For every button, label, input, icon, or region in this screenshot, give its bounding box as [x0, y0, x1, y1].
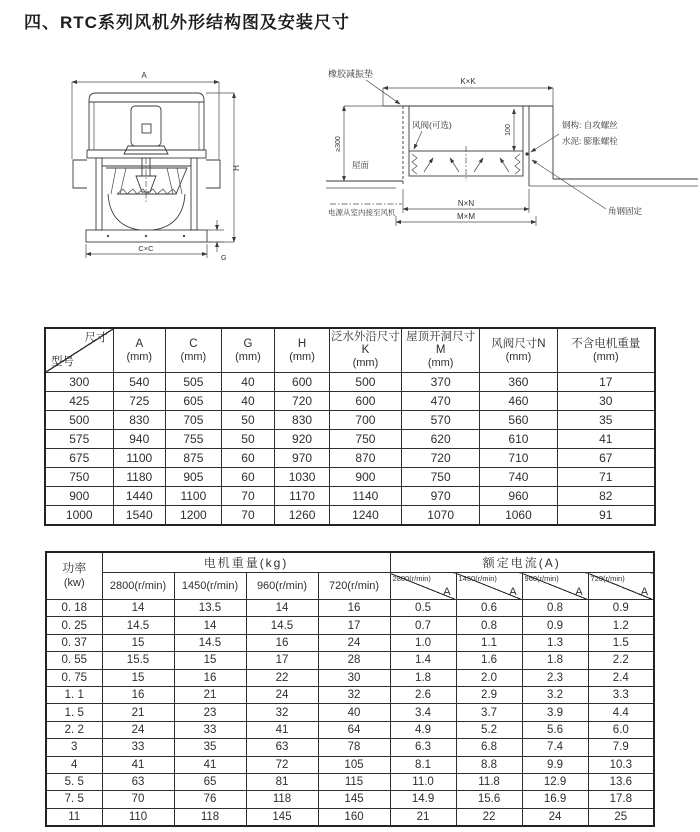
table-cell: 81: [246, 773, 318, 790]
table-row: [46, 808, 654, 825]
table-cell: 11.0: [390, 773, 456, 790]
table-cell: 0. 25: [46, 617, 102, 634]
table-cell: 7.9: [588, 739, 654, 756]
table-cell: 1. 1: [46, 686, 102, 703]
table-cell: 17.8: [588, 791, 654, 808]
speed-label: 2800(r/min): [392, 574, 431, 583]
table-cell: 4.4: [588, 704, 654, 721]
dim-label-nxn: N×N: [457, 199, 475, 208]
table-cell: 32: [246, 704, 318, 721]
column-unit: (mm): [592, 350, 619, 363]
table-cell: 1240: [329, 506, 401, 525]
table-cell: 1260: [275, 506, 330, 525]
table-cell: 5. 5: [46, 773, 102, 790]
table-row: [45, 487, 655, 506]
table-cell: 560: [480, 411, 557, 430]
table-cell: 3.3: [588, 686, 654, 703]
rubber-pad-label: 橡胶减振垫: [328, 69, 374, 79]
table-cell: 720: [402, 449, 480, 468]
table-cell: 830: [275, 411, 330, 430]
page-title: 四、RTC系列风机外形结构图及安装尺寸: [24, 13, 350, 32]
table-cell: 570: [402, 411, 480, 430]
weight-group-header: 电机重量(kg): [102, 552, 390, 573]
table-row: [45, 506, 655, 525]
table-cell: 1170: [275, 487, 330, 506]
column-name: 泛水外沿尺寸K: [330, 331, 400, 356]
table-cell: 940: [113, 430, 166, 449]
table-cell: 0.6: [456, 600, 522, 617]
table-cell: 4: [46, 756, 102, 773]
table-row: [45, 392, 655, 411]
table-cell: 960: [480, 487, 557, 506]
table-cell: 14.9: [390, 791, 456, 808]
table-cell: 700: [329, 411, 401, 430]
table-cell: 11.8: [456, 773, 522, 790]
table-cell: 905: [166, 468, 222, 487]
column-unit: (mm): [235, 350, 261, 363]
damper-label: 风阀(可选): [412, 120, 452, 130]
table-cell: 460: [480, 392, 557, 411]
table-row: [45, 430, 655, 449]
cement-fixing-label: 水泥: 膨胀螺栓: [562, 136, 618, 146]
weight-speed-header-720: 720(r/min): [318, 573, 390, 600]
table-cell: 920: [275, 430, 330, 449]
table-cell: 15: [102, 634, 174, 651]
table-cell: 15.6: [456, 791, 522, 808]
table-cell: 1140: [329, 487, 401, 506]
table-cell: 76: [174, 791, 246, 808]
table-cell: 750: [329, 430, 401, 449]
column-header-weight: [557, 328, 655, 373]
steel-fixing-label: 钢构: 自攻螺丝: [562, 120, 618, 130]
drawings-section: [0, 56, 700, 322]
speed-label: 1450(r/min): [458, 574, 497, 583]
header-row-speeds: [46, 573, 654, 600]
column-name: H: [297, 337, 307, 350]
table-cell: 14.5: [246, 617, 318, 634]
table-cell: 8.1: [390, 756, 456, 773]
installation-drawing: [326, 64, 698, 242]
table-cell: 0. 75: [46, 669, 102, 686]
table-cell: 21: [174, 686, 246, 703]
table-cell: 1.8: [390, 669, 456, 686]
table-cell: 470: [402, 392, 480, 411]
table-row: [46, 617, 654, 634]
table-cell: 13.6: [588, 773, 654, 790]
table-cell: 50: [221, 430, 275, 449]
column-name: G: [243, 337, 253, 350]
table-cell: 1.3: [522, 634, 588, 651]
table-cell: 118: [246, 791, 318, 808]
table-cell: 3.4: [390, 704, 456, 721]
amp-label: A: [640, 586, 649, 598]
table-cell: 41: [557, 430, 655, 449]
table-cell: 6.8: [456, 739, 522, 756]
roof-label: 屋面: [352, 160, 370, 170]
column-name: A: [135, 337, 144, 350]
table-cell: 750: [45, 468, 113, 487]
column-unit: (mm): [352, 357, 379, 369]
table-cell: 91: [557, 506, 655, 525]
table-cell: 15: [174, 652, 246, 669]
table-cell: 71: [557, 468, 655, 487]
table-cell: 3: [46, 739, 102, 756]
column-header-a: [113, 328, 166, 373]
table-cell: 970: [275, 449, 330, 468]
table-cell: 8.8: [456, 756, 522, 773]
table-cell: 600: [275, 373, 330, 392]
column-name: 屋顶开洞尺寸M: [406, 331, 476, 356]
dim-label-300: ≥300: [335, 136, 342, 152]
table-cell: 0.8: [456, 617, 522, 634]
table-cell: 7. 5: [46, 791, 102, 808]
table-row: [46, 686, 654, 703]
table-cell: 67: [557, 449, 655, 468]
table-row: [46, 721, 654, 738]
table-cell: 12.9: [522, 773, 588, 790]
current-speed-header-720: [588, 573, 654, 600]
column-header-h: [275, 328, 330, 373]
table-cell: 72: [246, 756, 318, 773]
table-cell: 0. 37: [46, 634, 102, 651]
table-cell: 17: [557, 373, 655, 392]
table-cell: 1030: [275, 468, 330, 487]
table-cell: 500: [45, 411, 113, 430]
table-cell: 725: [113, 392, 166, 411]
current-speed-header-960: [522, 573, 588, 600]
power-column-header: [46, 552, 102, 600]
table-cell: 2.9: [456, 686, 522, 703]
table-cell: 41: [174, 756, 246, 773]
table-cell: 16.9: [522, 791, 588, 808]
dim-label-100: 100: [505, 124, 512, 136]
table-row: [45, 449, 655, 468]
dim-label-h: H: [232, 165, 241, 171]
table-cell: 145: [246, 808, 318, 825]
dim-label-cxc: C×C: [138, 244, 154, 253]
table-cell: 6.0: [588, 721, 654, 738]
column-header-m: [402, 328, 480, 373]
table-cell: 28: [318, 652, 390, 669]
table-cell: 64: [318, 721, 390, 738]
weight-speed-header-2800: 2800(r/min): [102, 573, 174, 600]
table-cell: 900: [45, 487, 113, 506]
table-cell: 2.4: [588, 669, 654, 686]
table-cell: 70: [102, 791, 174, 808]
table-cell: 0. 18: [46, 600, 102, 617]
table-cell: 22: [456, 808, 522, 825]
table-cell: 70: [221, 487, 275, 506]
column-unit: (mm): [289, 350, 315, 363]
column-unit: (mm): [505, 350, 532, 363]
table-cell: 115: [318, 773, 390, 790]
table-cell: 3.7: [456, 704, 522, 721]
table-cell: 24: [246, 686, 318, 703]
table-cell: 82: [557, 487, 655, 506]
table-cell: 600: [329, 392, 401, 411]
table-cell: 24: [102, 721, 174, 738]
column-unit: (mm): [126, 350, 153, 363]
table-cell: 2.0: [456, 669, 522, 686]
current-group-header: 额定电流(A): [390, 552, 654, 573]
dimension-table-body: [45, 373, 655, 525]
table-cell: 1000: [45, 506, 113, 525]
column-header-g: [221, 328, 275, 373]
dimension-table: [44, 327, 656, 526]
table-row: [45, 411, 655, 430]
column-unit: (mm): [427, 357, 454, 369]
table-cell: 110: [102, 808, 174, 825]
table-cell: 40: [221, 373, 275, 392]
table-cell: 16: [246, 634, 318, 651]
table-cell: 118: [174, 808, 246, 825]
table-row: [46, 791, 654, 808]
table-cell: 0. 55: [46, 652, 102, 669]
table-row: [46, 739, 654, 756]
table-cell: 105: [318, 756, 390, 773]
table-cell: 60: [221, 468, 275, 487]
table-cell: 13.5: [174, 600, 246, 617]
power-name: 功率: [62, 561, 87, 575]
header-row-groups: [46, 552, 654, 573]
table-cell: 1.0: [390, 634, 456, 651]
dim-label-g: G: [221, 255, 227, 262]
amp-label: A: [575, 586, 583, 598]
table-cell: 50: [221, 411, 275, 430]
table-cell: 14.5: [174, 634, 246, 651]
table-cell: 6.3: [390, 739, 456, 756]
dim-label-a: A: [141, 71, 147, 80]
table-cell: 1540: [113, 506, 166, 525]
power-leadin-label: 电源从室内接至风机: [328, 208, 396, 217]
table-cell: 5.2: [456, 721, 522, 738]
table-cell: 870: [329, 449, 401, 468]
table-row: [46, 704, 654, 721]
table-cell: 1060: [480, 506, 557, 525]
table-cell: 0.7: [390, 617, 456, 634]
column-name: 风阀尺寸N: [491, 337, 546, 350]
table-cell: 875: [166, 449, 222, 468]
column-unit: (mm): [180, 350, 207, 363]
table-cell: 1.4: [390, 652, 456, 669]
table-cell: 35: [174, 739, 246, 756]
table-cell: 30: [557, 392, 655, 411]
table-cell: 705: [166, 411, 222, 430]
table-row: [46, 756, 654, 773]
table-cell: 1440: [113, 487, 166, 506]
table-cell: 675: [45, 449, 113, 468]
table-cell: 63: [246, 739, 318, 756]
table-cell: 2.3: [522, 669, 588, 686]
table-cell: 70: [221, 506, 275, 525]
table-cell: 9.9: [522, 756, 588, 773]
table-cell: 710: [480, 449, 557, 468]
speed-label: 720(r/min): [590, 574, 625, 583]
table-cell: 900: [329, 468, 401, 487]
amp-label: A: [509, 586, 517, 598]
table-cell: 575: [45, 430, 113, 449]
table-cell: 2. 2: [46, 721, 102, 738]
table-cell: 2.2: [588, 652, 654, 669]
table-cell: 160: [318, 808, 390, 825]
table-cell: 1200: [166, 506, 222, 525]
table-cell: 25: [588, 808, 654, 825]
column-name: C: [189, 337, 198, 350]
table-cell: 15: [102, 669, 174, 686]
table-cell: 3.9: [522, 704, 588, 721]
table-cell: 1.6: [456, 652, 522, 669]
corner-header: [45, 328, 113, 373]
weight-speed-header-1450: 1450(r/min): [174, 573, 246, 600]
table-cell: 24: [318, 634, 390, 651]
table-cell: 65: [174, 773, 246, 790]
column-header-n: [480, 328, 557, 373]
table-cell: 360: [480, 373, 557, 392]
table-cell: 35: [557, 411, 655, 430]
table-cell: 15.5: [102, 652, 174, 669]
table-cell: 16: [174, 669, 246, 686]
table-cell: 500: [329, 373, 401, 392]
table-cell: 740: [480, 468, 557, 487]
speed-label: 960(r/min): [524, 574, 559, 583]
table-cell: 30: [318, 669, 390, 686]
weight-speed-header-960: 960(r/min): [246, 573, 318, 600]
table-cell: 830: [113, 411, 166, 430]
table-cell: 750: [402, 468, 480, 487]
table-cell: 40: [221, 392, 275, 411]
table-cell: 16: [102, 686, 174, 703]
table-cell: 23: [174, 704, 246, 721]
table-cell: 21: [390, 808, 456, 825]
table-cell: 14.5: [102, 617, 174, 634]
table-cell: 505: [166, 373, 222, 392]
table-cell: 3.2: [522, 686, 588, 703]
table-cell: 5.6: [522, 721, 588, 738]
table-cell: 11: [46, 808, 102, 825]
table-cell: 0.9: [588, 600, 654, 617]
table-cell: 21: [102, 704, 174, 721]
table-cell: 720: [275, 392, 330, 411]
table-cell: 1.5: [588, 634, 654, 651]
table-cell: 0.5: [390, 600, 456, 617]
fan-structure-drawing: [56, 62, 321, 274]
column-name: 不含电机重量: [571, 337, 641, 350]
motor-table: [45, 551, 655, 827]
table-cell: 24: [522, 808, 588, 825]
table-cell: 78: [318, 739, 390, 756]
table-cell: 4.9: [390, 721, 456, 738]
dim-label-mxm: M×M: [457, 212, 475, 221]
table-cell: 16: [318, 600, 390, 617]
table-cell: 14: [246, 600, 318, 617]
power-unit: (kw): [63, 577, 85, 589]
dim-label-kxk: K×K: [460, 77, 476, 86]
current-speed-header-1450: [456, 573, 522, 600]
table-cell: 145: [318, 791, 390, 808]
table-cell: 620: [402, 430, 480, 449]
table-cell: 1100: [166, 487, 222, 506]
table-cell: 300: [45, 373, 113, 392]
table-row: [46, 600, 654, 617]
angle-steel-label: 角钢固定: [608, 206, 643, 216]
current-speed-header-2800: [390, 573, 456, 600]
table-row: [46, 669, 654, 686]
corner-label-size: 尺寸: [84, 332, 108, 344]
table-cell: 40: [318, 704, 390, 721]
column-header-c: [166, 328, 222, 373]
column-header-k: [329, 328, 401, 373]
table-row: [46, 773, 654, 790]
amp-label: A: [443, 586, 451, 598]
motor-table-body: [46, 600, 654, 826]
table-cell: 7.4: [522, 739, 588, 756]
table-cell: 605: [166, 392, 222, 411]
table-row: [45, 468, 655, 487]
table-cell: 0.9: [522, 617, 588, 634]
table-row: [45, 373, 655, 392]
table-cell: 32: [318, 686, 390, 703]
table-row: [46, 652, 654, 669]
table-cell: 10.3: [588, 756, 654, 773]
table-cell: 2.6: [390, 686, 456, 703]
table-cell: 970: [402, 487, 480, 506]
table-cell: 610: [480, 430, 557, 449]
table-cell: 33: [102, 739, 174, 756]
table-cell: 370: [402, 373, 480, 392]
table-cell: 33: [174, 721, 246, 738]
header-row: [45, 328, 655, 373]
table-cell: 755: [166, 430, 222, 449]
table-cell: 0.8: [522, 600, 588, 617]
corner-label-model: 型号: [51, 356, 74, 368]
table-cell: 14: [102, 600, 174, 617]
table-cell: 17: [318, 617, 390, 634]
table-cell: 1070: [402, 506, 480, 525]
table-cell: 1100: [113, 449, 166, 468]
table-cell: 60: [221, 449, 275, 468]
table-cell: 41: [102, 756, 174, 773]
table-cell: 14: [174, 617, 246, 634]
table-cell: 1.8: [522, 652, 588, 669]
table-cell: 17: [246, 652, 318, 669]
table-cell: 540: [113, 373, 166, 392]
table-cell: 22: [246, 669, 318, 686]
table-cell: 1.2: [588, 617, 654, 634]
table-cell: 425: [45, 392, 113, 411]
table-cell: 1.1: [456, 634, 522, 651]
table-row: [46, 634, 654, 651]
table-cell: 1180: [113, 468, 166, 487]
table-cell: 1. 5: [46, 704, 102, 721]
table-cell: 41: [246, 721, 318, 738]
table-cell: 63: [102, 773, 174, 790]
